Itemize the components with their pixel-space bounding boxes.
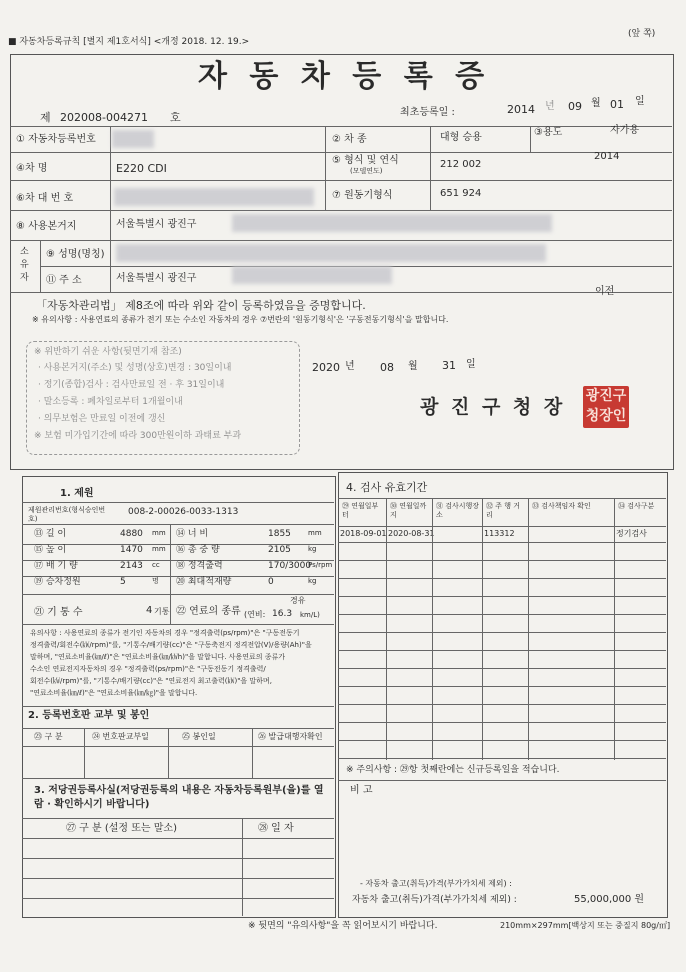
spec-unit: Ps/rpm <box>308 561 333 569</box>
grid-line <box>338 560 666 561</box>
year-unit: 년 <box>545 101 555 112</box>
transfer-note: 이전 <box>595 286 615 297</box>
grid-line <box>110 240 111 292</box>
inspection-col-header: ㉚ 연월일까지 <box>390 502 427 519</box>
spec-unit: cc <box>152 561 160 569</box>
inspection-cell: 113312 <box>484 529 515 538</box>
caution-line: ※ 유의사항 : 사용연료의 종류가 전기 또는 수소인 자동차의 경우 ⑦번란의 '원동기형식'은 '구동전동기형식'을 말합니다. <box>32 315 449 324</box>
spec-unit: mm <box>308 529 322 537</box>
model-value: 212 002 <box>440 159 482 170</box>
price-value: 55,000,000 원 <box>574 894 645 905</box>
grid-line <box>338 740 666 741</box>
regulation-header: ■ 자동차등록규칙 [별지 제1호서식] <개정 2018. 12. 19.> <box>8 37 250 47</box>
remarks-label: 비 고 <box>350 785 373 796</box>
cert-number: 202008-004271 <box>60 111 148 124</box>
grid-line <box>338 668 666 669</box>
spec-id-label: 제원관리번호(형식승인번호) <box>28 506 106 523</box>
grid-line <box>22 728 334 729</box>
vehicle-type-label: ② 차 종 <box>332 134 367 145</box>
plate-col-1: ㉓ 구 분 <box>34 732 63 741</box>
use-label: ③용도 <box>534 127 563 138</box>
inspection-frame <box>338 472 668 918</box>
grid-line <box>22 746 334 747</box>
spec-unit: mm <box>152 545 166 553</box>
grid-line <box>168 728 169 778</box>
spec-unit: 명 <box>152 577 159 585</box>
price-label: 자동차 출고(취득)가격(부가가치세 제외) : <box>352 895 517 905</box>
grid-line <box>22 818 334 819</box>
grid-line <box>614 498 615 760</box>
reg-no-label: ① 자동차등록번호 <box>16 134 96 145</box>
spec-note-line: 말하며, "연료소비율(㎞/ℓ)"은 "연료소비율(㎞/㎾h)"을 말합니다. 사용연료의 종류가 <box>30 653 285 661</box>
grid-line <box>530 126 531 152</box>
grid-line <box>242 818 243 916</box>
spec-label: ⑲ 승차정원 <box>34 577 81 587</box>
model-label: ⑤ 형식 및 연식 <box>332 155 399 166</box>
first-reg-day: 01 <box>610 98 624 111</box>
vehicle-name-label: ④차 명 <box>16 163 48 174</box>
inspection-caution: ※ 주의사항 : ㉙항 첫째란에는 신규등록일을 적습니다. <box>346 765 560 775</box>
issue-day: 31 <box>442 359 456 372</box>
spec-label: ⑯ 총 중 량 <box>176 545 220 555</box>
engine-label: ⑦ 원동기형식 <box>332 190 393 201</box>
notice-item-3: · 말소등록 : 폐차일로부터 1개월이내 <box>38 397 183 407</box>
owner-addr-label: ⑪ 주 소 <box>46 275 82 286</box>
grid-line <box>338 686 666 687</box>
grid-line <box>22 502 334 503</box>
efficiency-unit: km/L) <box>300 611 320 619</box>
month-unit: 월 <box>591 98 601 109</box>
lien-col-1: ㉗ 구 분 (설정 또는 말소) <box>66 823 177 834</box>
spec-note-line: 유의사항 : 사용연료의 종류가 전기인 자동차의 경우 "정격출력(ps/rpm)"은 "구동전동기 <box>30 629 300 637</box>
grid-line <box>386 498 387 760</box>
engine-value: 651 924 <box>440 188 482 199</box>
spec-unit: kg <box>308 577 317 585</box>
grid-line <box>22 858 334 859</box>
owner-addr-value: 서울특별시 광진구 <box>116 273 197 284</box>
grid-line <box>22 878 334 879</box>
cylinder-label: ㉑ 기 통 수 <box>34 607 83 618</box>
grid-line <box>325 126 326 210</box>
first-reg-label: 최초등록일 : <box>400 107 455 118</box>
plate-col-3: ㉕ 봉인일 <box>182 732 216 741</box>
lien-section: 3. 저당권등록사실(저당권등록의 내용은 자동차등록원부(을)를 열람 · 확인하시기 바랍니다) <box>34 785 324 810</box>
grid-line <box>528 498 529 760</box>
grid-line <box>22 778 334 779</box>
redacted-owner-addr <box>232 266 392 284</box>
notice-item-1: · 사용본거지(주소) 및 성명(상호)변경 : 30일이내 <box>38 363 232 373</box>
spec-note-line: 정격출력/회전수(㎾/rpm)"를, "기통수/배기량(cc)"은 "구동축전지 정격전압(V)/용량(Ah)"을 <box>30 641 312 649</box>
spec-note-line: 수소인 연료전지자동차의 경우 "정격출력(ps/rpm)"은 "구동전동기 정격출력/ <box>30 665 266 673</box>
issuer: 광 진 구 청 장 <box>420 396 566 418</box>
efficiency-value: 16.3 <box>272 609 293 619</box>
grid-line <box>430 126 431 210</box>
inspection-cell: 2018-09-01 <box>340 529 387 538</box>
notice-title: ※ 위반하기 쉬운 사항(뒷면기재 참조) <box>34 347 182 357</box>
inspection-cell: 정기검사 <box>616 529 647 538</box>
spec-id-value: 008-2-00026-0033-1313 <box>128 507 239 517</box>
grid-line <box>338 758 666 759</box>
base-value: 서울특별시 광진구 <box>116 219 197 230</box>
plate-col-4: ㉖ 발급대행자확인 <box>258 732 323 741</box>
redacted-reg-no <box>112 130 154 148</box>
grid-line <box>432 498 433 760</box>
inspection-col-header: ㉝ 검사책임자 확인 <box>532 502 591 510</box>
grid-line <box>482 498 483 760</box>
grid-line <box>338 542 666 543</box>
grid-line <box>22 706 334 707</box>
model-year: 2014 <box>594 151 620 162</box>
grid-line <box>338 650 666 651</box>
grid-line <box>338 614 666 615</box>
fuel-value: 경유 <box>290 596 306 605</box>
redacted-vin <box>114 188 314 206</box>
spec-label: ⑬ 길 이 <box>34 529 67 539</box>
spec-value: 1855 <box>268 529 291 539</box>
grid-line <box>338 526 666 527</box>
fuel-label: ㉒ 연료의 종류 <box>176 606 241 617</box>
grid-line <box>338 498 666 499</box>
grid-line <box>252 728 253 778</box>
issue-y: 년 <box>345 361 355 372</box>
grid-line <box>338 578 666 579</box>
grid-line <box>170 524 171 594</box>
spec-note-line: "연료소비율(㎞/ℓ)"은 "연료소비율(㎞/㎏)"을 말합니다. <box>30 689 198 697</box>
model-sub: (모델연도) <box>350 167 383 175</box>
first-reg-year: 2014 <box>507 103 535 116</box>
grid-line <box>22 524 334 525</box>
owner-name-label: ⑨ 성명(명칭) <box>46 249 105 260</box>
vehicle-type-value: 대형 승용 <box>440 132 482 143</box>
inspection-section: 4. 검사 유효기간 <box>346 481 428 494</box>
spec-label: ⑳ 최대적재량 <box>176 577 232 587</box>
grid-line <box>22 838 334 839</box>
spec-value: 2105 <box>268 545 291 555</box>
spec-label: ⑱ 정격출력 <box>176 561 223 571</box>
cert-ho: 호 <box>170 111 181 124</box>
issue-d: 일 <box>466 359 476 370</box>
vehicle-name-value: E220 CDI <box>116 162 167 175</box>
notice-item-2: · 정기(종합)검사 : 검사만료일 전 · 후 31일이내 <box>38 380 225 390</box>
grid-line <box>338 596 666 597</box>
price-line-1: - 자동차 출고(취득)가격(부가가치세 제외) : <box>360 879 512 888</box>
spec-unit: kg <box>308 545 317 553</box>
grid-line <box>22 898 334 899</box>
cert-no-label: 제 <box>40 111 51 124</box>
efficiency-label: (연비: <box>244 610 266 619</box>
spec-note-line: 회전수(㎾/rpm)"를, "기통수/배기량(cc)"은 "연료전지 최고출력(㎾)"을 말하며, <box>30 677 272 685</box>
issue-m: 월 <box>408 361 418 372</box>
specs-frame <box>22 476 336 918</box>
owner-label-1: 소 <box>20 247 29 257</box>
cylinder-unit: 기통 <box>154 607 170 616</box>
statement: 「자동차관리법」 제8조에 따라 위와 같이 등록하였음을 증명합니다. <box>36 299 366 312</box>
spec-value: 1470 <box>120 545 143 555</box>
use-value: 자가용 <box>610 125 639 136</box>
grid-line <box>40 240 41 292</box>
spec-value: 4880 <box>120 529 143 539</box>
grid-line <box>10 292 672 293</box>
day-unit: 일 <box>635 96 645 107</box>
spec-label: ⑮ 높 이 <box>34 545 67 555</box>
lien-col-2: ㉘ 일 자 <box>258 823 294 834</box>
inspection-col-header: ㉞ 검사구분 <box>618 502 655 510</box>
spec-value: 2143 <box>120 561 143 571</box>
plate-col-2: ㉔ 번호판교부일 <box>92 732 149 741</box>
grid-line <box>84 728 85 778</box>
spec-label: ⑭ 너 비 <box>176 529 209 539</box>
inspection-col-header: ㉙ 연월일부터 <box>342 502 379 519</box>
spec-unit: mm <box>152 529 166 537</box>
document-title: 자 동 차 등 록 증 <box>198 59 491 94</box>
inspection-cell: 2020-08-31 <box>388 529 435 538</box>
official-seal: 광진구 청장인 <box>583 386 629 428</box>
first-reg-month: 09 <box>568 100 582 113</box>
redacted-base <box>232 214 552 232</box>
issue-year: 2020 <box>312 361 340 374</box>
footer-note: ※ 뒷면의 "유의사항"을 꼭 읽어보시기 바랍니다. <box>248 921 438 931</box>
specs-section: 1. 제원 <box>60 488 94 499</box>
base-label: ⑧ 사용본거지 <box>16 221 77 232</box>
grid-line <box>338 780 666 781</box>
spec-label: ⑰ 배 기 량 <box>34 561 78 571</box>
page-side: (앞 쪽) <box>628 29 656 39</box>
grid-line <box>170 594 171 624</box>
spec-value: 0 <box>268 577 274 587</box>
paper-spec: 210mm×297mm[백상지 또는 중질지 80g/㎡] <box>500 921 671 930</box>
owner-label-3: 자 <box>20 273 29 283</box>
inspection-col-header: ㉜ 주 행 거 리 <box>486 502 520 519</box>
cylinder-value: 4 <box>146 605 153 616</box>
plate-section: 2. 등록번호판 교부 및 봉인 <box>28 710 150 721</box>
grid-line <box>110 126 111 240</box>
grid-line <box>338 632 666 633</box>
notice-item-4: · 의무보험은 만료일 이전에 갱신 <box>38 414 166 424</box>
grid-line <box>22 624 334 625</box>
grid-line <box>338 722 666 723</box>
spec-value: 170/3000 <box>268 561 312 571</box>
redacted-owner-name <box>116 244 546 262</box>
grid-line <box>22 594 334 595</box>
notice-item-5: ※ 보험 미가입기간에 따라 300만원이하 과태료 부과 <box>34 431 242 441</box>
grid-line <box>338 704 666 705</box>
vin-label: ⑥차 대 번 호 <box>16 193 74 204</box>
inspection-col-header: ㉛ 검사시행장 소 <box>436 502 480 519</box>
spec-value: 5 <box>120 577 126 587</box>
issue-month: 08 <box>380 361 394 374</box>
owner-label-2: 유 <box>20 260 29 270</box>
